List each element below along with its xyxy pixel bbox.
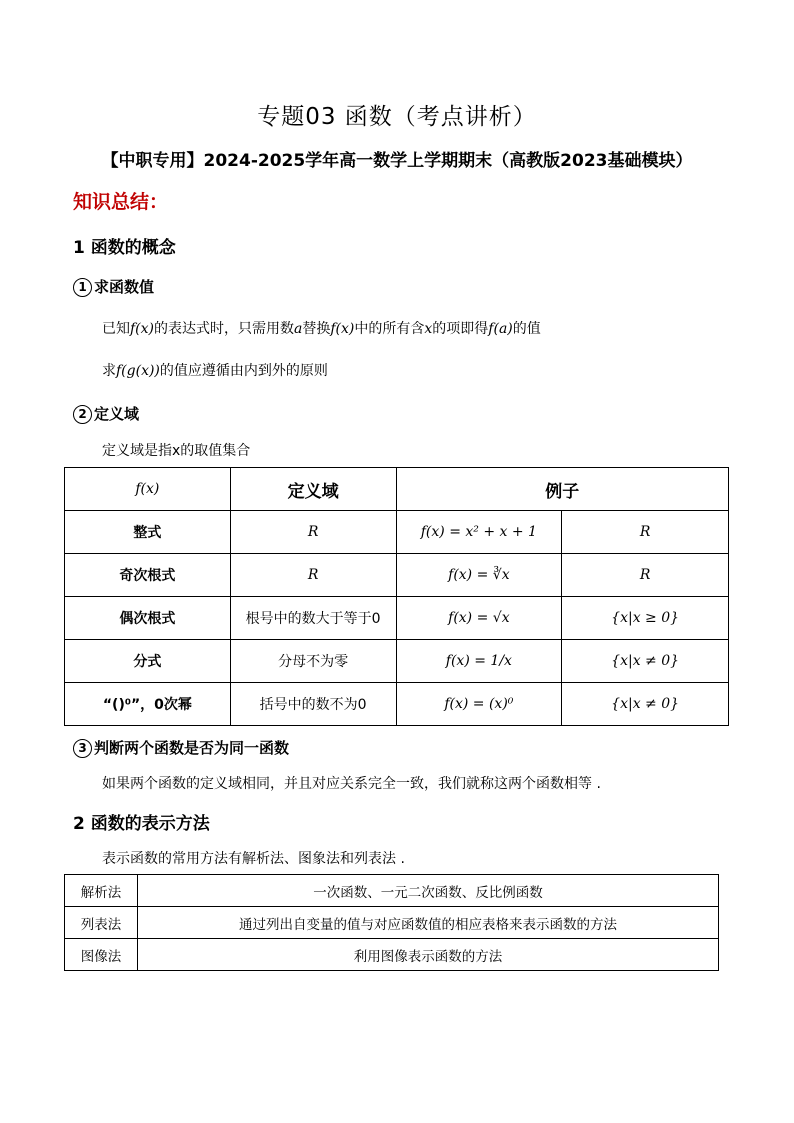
subsection-2-heading: 2 定义域 bbox=[73, 403, 139, 424]
subsection-3-heading: 3 判断两个函数是否为同一函数 bbox=[73, 737, 289, 758]
domain-definition: 定义域是指x的取值集合 bbox=[102, 443, 251, 459]
table-header-fx: f(x) bbox=[65, 468, 231, 511]
representation-intro: 表示函数的常用方法有解析法、图象法和列表法 . bbox=[102, 851, 405, 867]
subsection-1-heading: 1 求函数值 bbox=[73, 276, 154, 297]
section-2-heading: 2 函数的表示方法 bbox=[73, 814, 210, 834]
circled-number: 2 bbox=[73, 405, 92, 424]
table-row: 图像法 利用图像表示函数的方法 bbox=[65, 939, 719, 971]
domain-table bbox=[64, 467, 729, 726]
page-subtitle: 【中职专用】2024-2025学年高一数学上学期期末（高教版2023基础模块） bbox=[101, 151, 693, 171]
table-row: 整式 R f(x) = x² + x + 1 R bbox=[65, 511, 729, 554]
table-row: 解析法 一次函数、一元二次函数、反比例函数 bbox=[65, 875, 719, 907]
table-header-domain: 定义域 bbox=[230, 468, 396, 511]
table-header-row bbox=[65, 468, 729, 511]
function-value-line-1: 已知f(x)的表达式时，只需用数a替换f(x)中的所有含x的项即得f(a)的值 bbox=[102, 321, 541, 337]
function-value-line-2: 求f(g(x))的值应遵循由内到外的原则 bbox=[102, 363, 328, 379]
table-row: 分式 分母不为零 f(x) = 1/x {x|x ≠ 0} bbox=[65, 640, 729, 683]
equality-definition: 如果两个函数的定义域相同，并且对应关系完全一致，我们就称这两个函数相等 . bbox=[102, 776, 601, 792]
table-header-example: 例子 bbox=[396, 468, 729, 511]
table-row: 奇次根式 R f(x) = ∛x R bbox=[65, 554, 729, 597]
page-title: 专题03 函数（考点讲析） bbox=[257, 104, 537, 130]
circled-number: 1 bbox=[73, 278, 92, 297]
summary-heading: 知识总结： bbox=[73, 191, 169, 213]
table-row: 偶次根式 根号中的数大于等于0 f(x) = √x {x|x ≥ 0} bbox=[65, 597, 729, 640]
circled-number: 3 bbox=[73, 739, 92, 758]
table-row: “()⁰”，0次幂 括号中的数不为0 f(x) = (x)⁰ {x|x ≠ 0} bbox=[65, 683, 729, 726]
section-1-heading: 1 函数的概念 bbox=[73, 238, 176, 258]
table-row: 列表法 通过列出自变量的值与对应函数值的相应表格来表示函数的方法 bbox=[65, 907, 719, 939]
representation-table bbox=[64, 874, 719, 971]
